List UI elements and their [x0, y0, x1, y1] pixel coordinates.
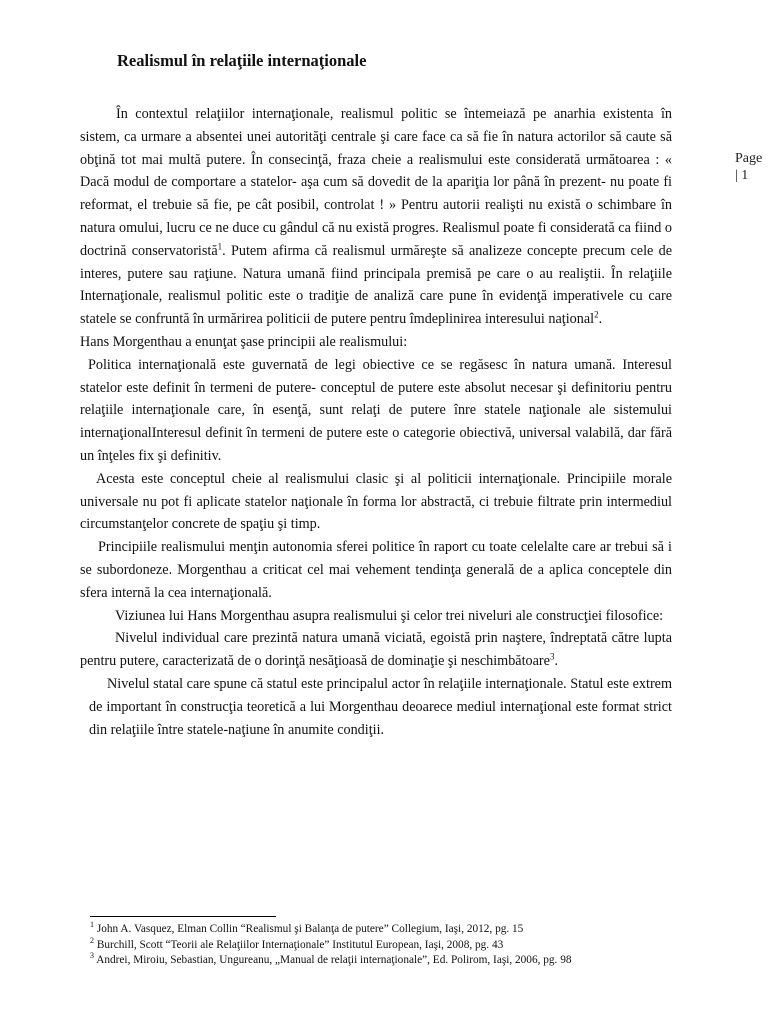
footnote-separator: [90, 916, 276, 917]
footnote-ref: 3: [549, 651, 555, 662]
paragraph-individual-level: [80, 627, 672, 673]
paragraph-text: În contextul relaţiilor internaţionale, realismul politic se întemeiază pe anarhia existenta în sistem, ca urmare a absentei unei autorităţi centrale şi care face ca să fie în natura actorilor să caute să obţină tot mai multă putere. În consecinţă, fraza cheie a realismului este considerată următoarea : « Dacă modul de comportare a statelor- aşa cum să dovedit de la apariţia lor până în prezent- nu poate fi reformat, el trebuie să fie, pe cât posibil, controlat ! » Pentru autorii realişti nu există o schimbare în natura omului, lucru ce ne duce cu gândul că nu există progres. Realismul poate fi considerată ca fiind o doctrină conservatoristă: [80, 106, 672, 259]
paragraph-principles-intro: Hans Morgenthau a enunţat şase principii ale realismului:: [80, 333, 408, 350]
footnote-number: 3: [90, 951, 94, 961]
footnote-text: John A. Vasquez, Elman Collin “Realismul şi Balanţa de putere” Collegium, Iaşi, 2012, pg. 15: [96, 923, 524, 935]
paragraph-vision: Viziunea lui Hans Morgenthau asupra realismului şi celor trei niveluri ale construcţiei filosofice:: [115, 607, 664, 624]
footnote-text: Burchill, Scott “Teorii ale Relaţiilor Internaţionale” Institutul European, Iaşi, 2008, pg. 43: [96, 938, 504, 951]
paragraph-text: .: [598, 311, 603, 328]
footnote: [90, 922, 730, 938]
paragraph-text: .: [554, 653, 558, 670]
paragraph-intro: [80, 103, 672, 331]
paragraph-principle-2: Acesta este conceptul cheie al realismului clasic şi al politicii internaţionale. Principiile morale universale nu pot fi aplicate statelor naţionale în forma lor abstractă, ci trebuie filtrate prin intermediul circumstanţelor concrete de spaţiu şi timp.: [80, 470, 672, 533]
paragraph-principle-1: Politica internaţională este guvernată de legi obiective ce se regăsesc în natura umană. Interesul statelor este definit în termeni de putere- conceptul de putere este absolut necesar şi definitoriu pentru relaţiile internaţionale care, în esenţă, sunt relaţi de putere înre statele naţionale ale sistemului internaţionalInteresul definit în termeni de putere este o categorie obiectivă, universal valabilă, dar fără un înţeles fix şi definitiv.: [80, 356, 672, 464]
paragraph-state-level: Nivelul statal care spune că statul este principalul actor în relaţiile internaţionale. Statul este extrem de important în construcţia teoretică a lui Morgenthau deoarece mediul internaţional este format strict din relaţiile între statele-naţiune în anumite condiţii.: [89, 675, 672, 738]
paragraph-principle-3: Principiile realismului menţin autonomia sferei politice în raport cu toate celelalte care ar trebui să i se subordoneze. Morgenthau a criticat cel mai vehement tendinţa generală de a aplica conceptele din sfera internă la cea internaţională.: [80, 539, 672, 601]
document-title: Realismul în relaţiile internaţionale: [117, 51, 367, 70]
page-label: Page: [735, 151, 763, 166]
paragraph-text: Nivelul individual care prezintă natura umană viciată, egoistă prin naştere, îndreptată către lupta pentru putere, caracterizată de o dorinţă nesăţioasă de dominaţie şi neschimbătoare: [80, 630, 672, 670]
footnote-ref: 1: [217, 241, 223, 252]
page-number-marker: [735, 150, 762, 184]
footnotes: [90, 922, 730, 969]
footnote-ref: 2: [594, 309, 599, 320]
paragraph-text: . Putem afirma că realismul urmăreşte să analizeze concepte precum cele de interes, putere sau raţiune. Natura umană fiind principala premisă pe care o au realiştii. În relaţiile Internaţionale, realismul politic este o tradiţie de analiză care pune în evidenţă imperativele cu care statele se confruntă în urmărirea politicii de putere pentru îmdeplinirea interesului naţional: [80, 242, 672, 328]
footnote-number: 1: [90, 920, 94, 930]
footnote: [90, 953, 730, 969]
document-body: [80, 103, 672, 741]
footnote-number: 2: [90, 935, 94, 945]
footnote-text: Andrei, Miroiu, Sebastian, Ungureanu, „Manual de relaţii internaţionale”, Ed. Polirom, Iaşi, 2006, pg. 98: [96, 954, 572, 966]
footnote: [90, 935, 730, 954]
page-number: | 1: [735, 168, 749, 183]
